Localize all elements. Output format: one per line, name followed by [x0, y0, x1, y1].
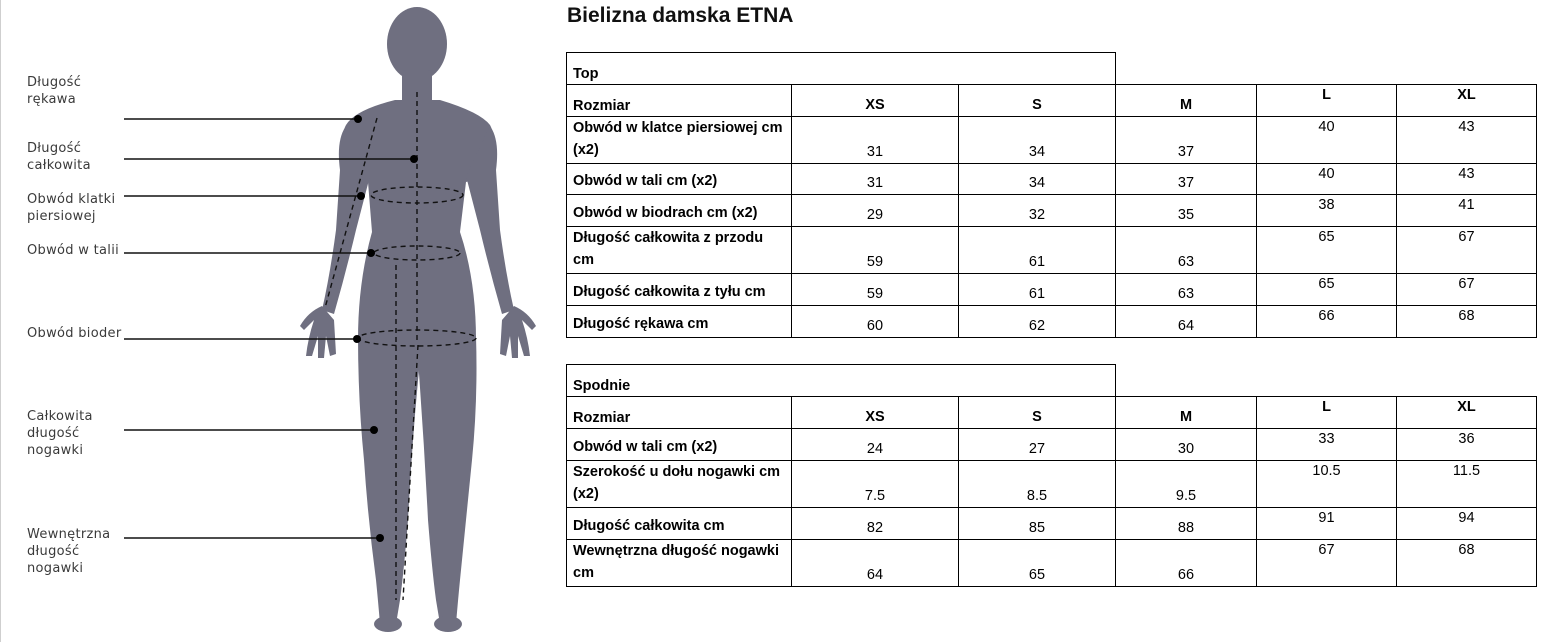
- label-sleeve-length: Długość rękawa: [27, 75, 82, 107]
- cell-xl: 36: [1397, 429, 1537, 461]
- cell-xl: 11.5: [1397, 461, 1537, 508]
- size-header-xl: XL: [1397, 85, 1537, 117]
- row-label: Obwód w tali cm (x2): [567, 164, 792, 195]
- row-label: Długość całkowita cm: [567, 508, 792, 540]
- cell-xl: 43: [1397, 164, 1537, 195]
- cell-m: 30: [1116, 429, 1257, 461]
- row-label: Długość rękawa cm: [567, 306, 792, 338]
- cell-xs: 24: [792, 429, 959, 461]
- cell-m: 35: [1116, 195, 1257, 227]
- table-name-row: [567, 365, 1537, 397]
- size-header-m: M: [1116, 85, 1257, 117]
- cell-l: 38: [1257, 195, 1397, 227]
- cell-m: 66: [1116, 540, 1257, 587]
- cell-m: 9.5: [1116, 461, 1257, 508]
- size-header-l: L: [1257, 397, 1397, 429]
- cell-xl: 68: [1397, 306, 1537, 338]
- pants-size-table: [566, 364, 1537, 587]
- size-header-row: [567, 85, 1537, 117]
- cell-s: 8.5: [959, 461, 1116, 508]
- label-total-leg-length: Całkowita długość nogawki: [27, 409, 93, 458]
- cell-xs: 82: [792, 508, 959, 540]
- cell-l: 65: [1257, 274, 1397, 306]
- cell-s: 85: [959, 508, 1116, 540]
- row-label: Długość całkowita z przodu cm: [567, 227, 792, 274]
- row-label: Obwód w tali cm (x2): [567, 429, 792, 461]
- cell-s: 34: [959, 164, 1116, 195]
- size-header-xs: XS: [792, 397, 959, 429]
- cell-m: 37: [1116, 164, 1257, 195]
- cell-l: 40: [1257, 117, 1397, 164]
- cell-s: 34: [959, 117, 1116, 164]
- cell-xl: 67: [1397, 227, 1537, 274]
- row-label: Obwód w klatce piersiowej cm (x2): [567, 117, 792, 164]
- cell-l: 67: [1257, 540, 1397, 587]
- cell-s: 61: [959, 227, 1116, 274]
- table-row: [567, 164, 1537, 195]
- table-row: [567, 274, 1537, 306]
- cell-xs: 60: [792, 306, 959, 338]
- row-label: Obwód w biodrach cm (x2): [567, 195, 792, 227]
- label-inner-leg-length: Wewnętrzna długość nogawki: [27, 527, 111, 576]
- cell-xs: 31: [792, 164, 959, 195]
- table-row: [567, 540, 1537, 587]
- row-label: Długość całkowita z tyłu cm: [567, 274, 792, 306]
- cell-xl: 68: [1397, 540, 1537, 587]
- cell-s: 61: [959, 274, 1116, 306]
- label-total-length: Długość całkowita: [27, 141, 91, 173]
- top-table-name: Top: [567, 53, 1116, 85]
- cell-xs: 29: [792, 195, 959, 227]
- table-row: [567, 508, 1537, 540]
- size-header-l: L: [1257, 85, 1397, 117]
- row-label: Szerokość u dołu nogawki cm (x2): [567, 461, 792, 508]
- cell-l: 66: [1257, 306, 1397, 338]
- pants-table-name: Spodnie: [567, 365, 1116, 397]
- cell-s: 27: [959, 429, 1116, 461]
- cell-l: 91: [1257, 508, 1397, 540]
- cell-m: 37: [1116, 117, 1257, 164]
- table-name-row: [567, 53, 1537, 85]
- top-size-table: [566, 52, 1537, 338]
- label-chest-circumference: Obwód klatki piersiowej: [27, 192, 116, 224]
- cell-xl: 41: [1397, 195, 1537, 227]
- size-header-xs: XS: [792, 85, 959, 117]
- size-label: Rozmiar: [567, 397, 792, 429]
- row-label: Wewnętrzna długość nogawki cm: [567, 540, 792, 587]
- size-header-s: S: [959, 85, 1116, 117]
- cell-xl: 94: [1397, 508, 1537, 540]
- cell-l: 65: [1257, 227, 1397, 274]
- cell-xs: 59: [792, 274, 959, 306]
- cell-xl: 43: [1397, 117, 1537, 164]
- cell-m: 88: [1116, 508, 1257, 540]
- cell-xs: 7.5: [792, 461, 959, 508]
- cell-s: 65: [959, 540, 1116, 587]
- table-row: [567, 306, 1537, 338]
- table-row: [567, 195, 1537, 227]
- cell-m: 63: [1116, 274, 1257, 306]
- cell-l: 40: [1257, 164, 1397, 195]
- cell-m: 63: [1116, 227, 1257, 274]
- cell-xs: 64: [792, 540, 959, 587]
- page-title: Bielizna damska ETNA: [567, 4, 794, 27]
- cell-xs: 59: [792, 227, 959, 274]
- size-header-m: M: [1116, 397, 1257, 429]
- label-hip-circumference: Obwód bioder: [27, 326, 122, 341]
- size-label: Rozmiar: [567, 85, 792, 117]
- cell-l: 10.5: [1257, 461, 1397, 508]
- size-header-xl: XL: [1397, 397, 1537, 429]
- cell-m: 64: [1116, 306, 1257, 338]
- table-row: [567, 227, 1537, 274]
- body-measurement-figure: [0, 0, 560, 642]
- cell-s: 32: [959, 195, 1116, 227]
- size-header-row: [567, 397, 1537, 429]
- table-row: [567, 117, 1537, 164]
- cell-xs: 31: [792, 117, 959, 164]
- table-row: [567, 461, 1537, 508]
- size-header-s: S: [959, 397, 1116, 429]
- table-row: [567, 429, 1537, 461]
- cell-s: 62: [959, 306, 1116, 338]
- cell-l: 33: [1257, 429, 1397, 461]
- label-waist-circumference: Obwód w talii: [27, 243, 120, 258]
- cell-xl: 67: [1397, 274, 1537, 306]
